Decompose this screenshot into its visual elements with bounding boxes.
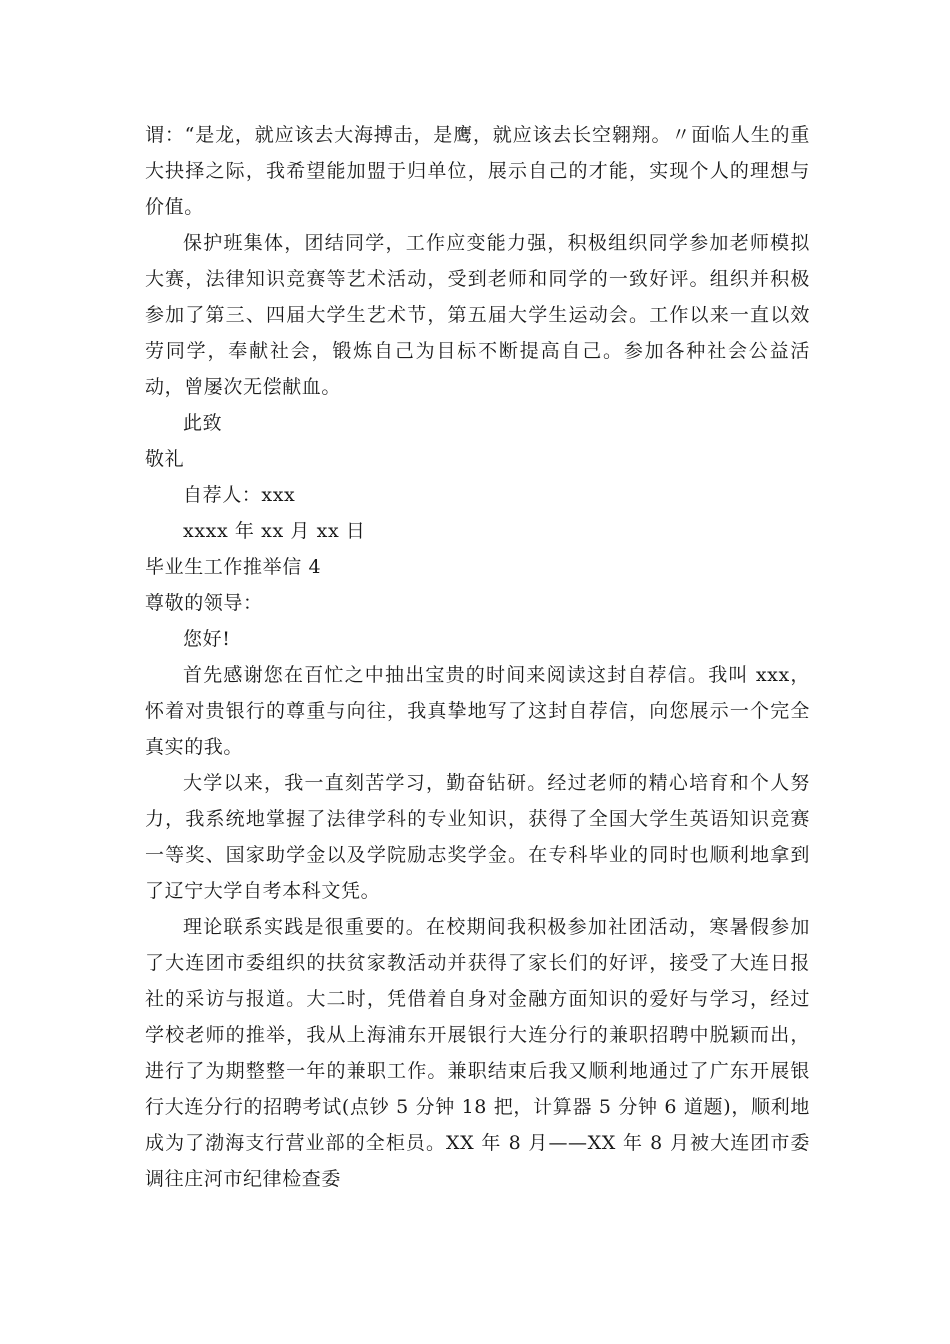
greeting-hello: 您好! [183,628,231,650]
closing-regards: 敬礼 [145,448,185,470]
paragraph-academics: 大学以来，我一直刻苦学习，勤奋钻研。经过老师的精心培育和个人努力，我系统地掌握了法律学科的专业知识，获得了全国大学生英语知识竞赛一等奖、国家助学金以及学院励志奖学金。在专科毕业的同时也顺利地拿到了辽宁大学自考本科文凭。 [145,772,810,902]
section-heading: 毕业生工作推举信 4 [145,556,322,578]
paragraph-continuation: 谓：“是龙，就应该去大海搏击，是鹰，就应该去长空翱翔。〃面临人生的重大抉择之际，我希望能加盟于归单位，展示自己的才能，实现个人的理想与价值。 [145,124,810,218]
paragraph-introduction: 首先感谢您在百忙之中抽出宝贵的时间来阅读这封自荐信。我叫 xxx，怀着对贵银行的尊重与向往，我真挚地写了这封自荐信，向您展示一个完全真实的我。 [145,664,810,758]
signature-line: 自荐人：xxx [183,484,296,506]
date-line: xxxx 年 xx 月 xx 日 [183,520,366,542]
paragraph-class-activities: 保护班集体，团结同学，工作应变能力强，积极组织同学参加老师模拟大赛，法律知识竞赛等艺术活动，受到老师和同学的一致好评。组织并积极参加了第三、四届大学生艺术节，第五届大学生运动会。工作以来一直以效劳同学，奉献社会，锻炼自己为目标不断提高自己。参加各种社会公益活动，曾屡次无偿献血。 [145,232,810,398]
paragraph-practice: 理论联系实践是很重要的。在校期间我积极参加社团活动，寒暑假参加了大连团市委组织的扶贫家教活动并获得了家长们的好评，接受了大连日报社的采访与报道。大二时，凭借着自身对金融方面知识的爱好与学习，经过学校老师的推举，我从上海浦东开展银行大连分行的兼职招聘中脱颖而出，进行了为期整整一年的兼职工作。兼职结束后我又顺利地通过了广东开展银行大连分行的招聘考试(点钞 5 分钟 18 把，计算器 5 分钟 6 道题)，顺利地成为了渤海支行营业部的全柜员。XX 年 8 月——XX 年 8 月被大连团市委调往庄河市纪律检查委 [145,916,810,1190]
greeting-recipient: 尊敬的领导： [145,592,263,614]
closing-salutation: 此致 [183,412,223,434]
document-body [145,117,810,1197]
